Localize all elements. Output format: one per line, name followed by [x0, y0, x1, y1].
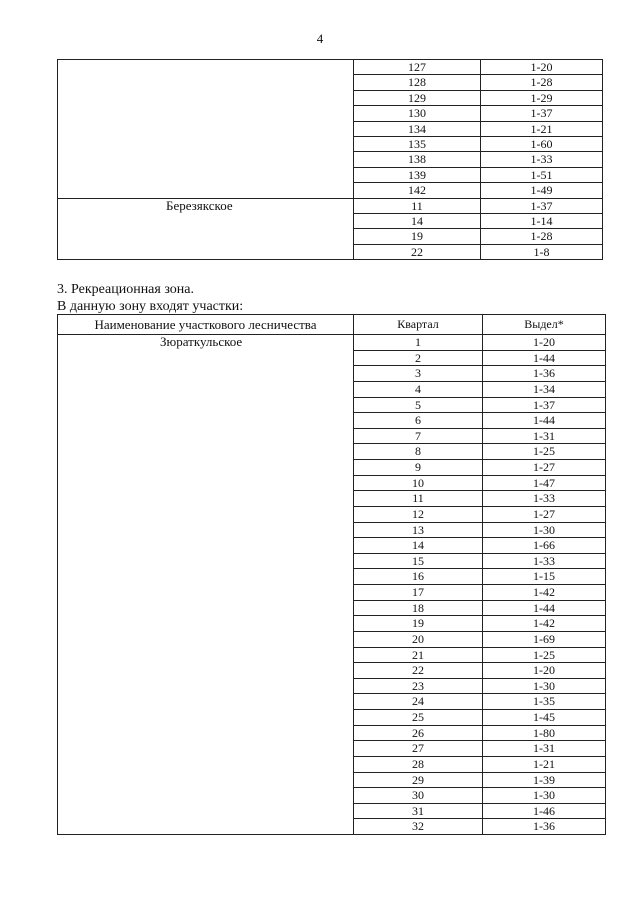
vydel-cell: 1-33	[481, 152, 603, 167]
vydel-cell: 1-37	[481, 198, 603, 213]
vydel-cell: 1-29	[481, 90, 603, 105]
section-title: 3. Рекреационная зона.	[57, 282, 194, 297]
header-vydel: Выдел*	[483, 315, 606, 335]
kvartal-cell: 14	[354, 214, 481, 229]
kvartal-cell: 1	[354, 335, 483, 351]
kvartal-cell: 3	[354, 366, 483, 382]
kvartal-cell: 10	[354, 475, 483, 491]
vydel-cell: 1-60	[481, 137, 603, 152]
kvartal-cell: 14	[354, 538, 483, 554]
vydel-cell: 1-33	[483, 491, 606, 507]
forestry-name: Березякское	[166, 198, 233, 213]
kvartal-cell: 29	[354, 772, 483, 788]
kvartal-cell: 138	[354, 152, 481, 167]
forestry-name-cell	[58, 335, 354, 835]
forestry-name: Зюраткульское	[160, 334, 243, 349]
vydel-cell: 1-45	[483, 710, 606, 726]
kvartal-cell: 13	[354, 522, 483, 538]
kvartal-cell: 22	[354, 244, 481, 259]
table-row	[58, 335, 606, 351]
vydel-cell: 1-31	[483, 741, 606, 757]
kvartal-cell: 25	[354, 710, 483, 726]
vydel-cell: 1-42	[483, 616, 606, 632]
vydel-cell: 1-36	[483, 819, 606, 835]
vydel-cell: 1-44	[483, 350, 606, 366]
vydel-cell: 1-27	[483, 506, 606, 522]
vydel-cell: 1-33	[483, 553, 606, 569]
recreation-zone-table-body	[58, 315, 606, 835]
kvartal-cell: 7	[354, 428, 483, 444]
table-row	[58, 60, 603, 75]
vydel-cell: 1-31	[483, 428, 606, 444]
vydel-cell: 1-49	[481, 183, 603, 198]
vydel-cell: 1-21	[481, 121, 603, 136]
continued-zone-table-body	[58, 60, 603, 260]
kvartal-cell: 130	[354, 106, 481, 121]
vydel-cell: 1-80	[483, 725, 606, 741]
vydel-cell: 1-42	[483, 585, 606, 601]
vydel-cell: 1-35	[483, 694, 606, 710]
kvartal-cell: 127	[354, 60, 481, 75]
vydel-cell: 1-28	[481, 75, 603, 90]
kvartal-cell: 11	[354, 491, 483, 507]
vydel-cell: 1-36	[483, 366, 606, 382]
kvartal-cell: 31	[354, 803, 483, 819]
kvartal-cell: 20	[354, 631, 483, 647]
vydel-cell: 1-51	[481, 167, 603, 182]
kvartal-cell: 17	[354, 585, 483, 601]
vydel-cell: 1-66	[483, 538, 606, 554]
kvartal-cell: 18	[354, 600, 483, 616]
vydel-cell: 1-69	[483, 631, 606, 647]
vydel-cell: 1-14	[481, 214, 603, 229]
section-subtitle: В данную зону входят участки:	[57, 299, 244, 314]
kvartal-cell: 5	[354, 397, 483, 413]
vydel-cell: 1-20	[483, 335, 606, 351]
kvartal-cell: 8	[354, 444, 483, 460]
recreation-zone-table	[57, 314, 606, 835]
kvartal-cell: 139	[354, 167, 481, 182]
kvartal-cell: 28	[354, 756, 483, 772]
vydel-cell: 1-37	[483, 397, 606, 413]
kvartal-cell: 21	[354, 647, 483, 663]
vydel-cell: 1-15	[483, 569, 606, 585]
kvartal-cell: 24	[354, 694, 483, 710]
header-forestry-name: Наименование участкового лесничества	[58, 315, 354, 335]
forestry-name-cell	[58, 198, 354, 260]
vydel-cell: 1-27	[483, 460, 606, 476]
vydel-cell: 1-34	[483, 381, 606, 397]
vydel-cell: 1-30	[483, 678, 606, 694]
vydel-cell: 1-39	[483, 772, 606, 788]
forestry-name-cell	[58, 60, 354, 199]
kvartal-cell: 12	[354, 506, 483, 522]
kvartal-cell: 142	[354, 183, 481, 198]
vydel-cell: 1-37	[481, 106, 603, 121]
kvartal-cell: 19	[354, 229, 481, 244]
kvartal-cell: 15	[354, 553, 483, 569]
vydel-cell: 1-30	[483, 522, 606, 538]
kvartal-cell: 4	[354, 381, 483, 397]
kvartal-cell: 129	[354, 90, 481, 105]
page-number: 4	[316, 31, 324, 46]
kvartal-cell: 134	[354, 121, 481, 136]
kvartal-cell: 16	[354, 569, 483, 585]
kvartal-cell: 135	[354, 137, 481, 152]
kvartal-cell: 9	[354, 460, 483, 476]
vydel-cell: 1-47	[483, 475, 606, 491]
kvartal-cell: 2	[354, 350, 483, 366]
table-header-row	[58, 315, 606, 335]
vydel-cell: 1-21	[483, 756, 606, 772]
vydel-cell: 1-46	[483, 803, 606, 819]
vydel-cell: 1-25	[483, 444, 606, 460]
kvartal-cell: 32	[354, 819, 483, 835]
vydel-cell: 1-44	[483, 600, 606, 616]
kvartal-cell: 23	[354, 678, 483, 694]
vydel-cell: 1-30	[483, 788, 606, 804]
kvartal-cell: 30	[354, 788, 483, 804]
vydel-cell: 1-28	[481, 229, 603, 244]
vydel-cell: 1-44	[483, 413, 606, 429]
header-kvartal: Квартал	[354, 315, 483, 335]
kvartal-cell: 22	[354, 663, 483, 679]
kvartal-cell: 128	[354, 75, 481, 90]
vydel-cell: 1-20	[483, 663, 606, 679]
kvartal-cell: 26	[354, 725, 483, 741]
kvartal-cell: 11	[354, 198, 481, 213]
kvartal-cell: 6	[354, 413, 483, 429]
vydel-cell: 1-25	[483, 647, 606, 663]
table-row	[58, 198, 603, 213]
kvartal-cell: 27	[354, 741, 483, 757]
vydel-cell: 1-20	[481, 60, 603, 75]
kvartal-cell: 19	[354, 616, 483, 632]
vydel-cell: 1-8	[481, 244, 603, 259]
continued-zone-table	[57, 59, 603, 260]
